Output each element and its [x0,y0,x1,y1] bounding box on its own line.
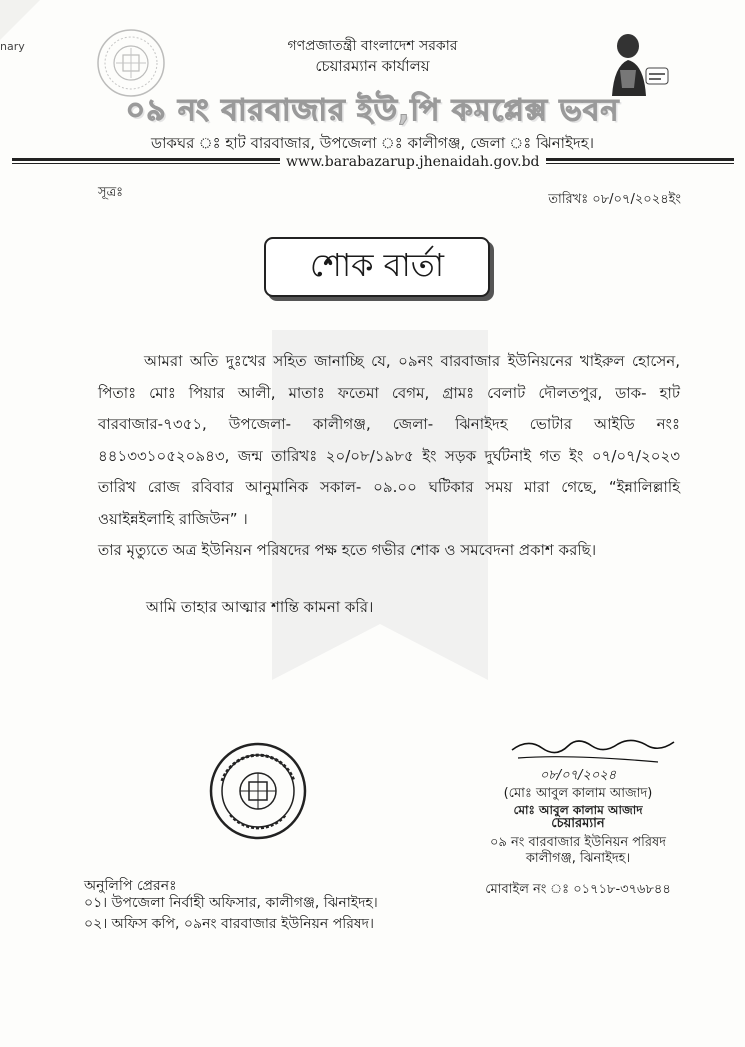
handwritten-signature-date: ০৮/০৭/২০২৪ [539,768,617,783]
condolence-paragraph: আমরা অতি দুঃখের সহিত জানাচ্ছি যে, ০৯নং বারবাজার ইউনিয়নের খাইরুল হোসেন, পিতাঃ মোঃ পিয়ার আলী, মাতাঃ ফতেমা বেগম, গ্রামঃ বেলাট দৌলতপুর, ডাক- হাট বারবাজার-৭৩৫১, উপজেলা- কালীগঞ্জ, জেলা- ঝিনাইদহ ভোটার আইডি নংঃ ৪৪১৩৩১০৫২০৯৪৩, জন্ম তারিখঃ ২০/০৮/১৯৮৫ ইং সড়ক দুর্ঘটনাই গত ইং ০৭/০৭/২০২৩ তারিখ রোজ রবিবার আনুমানিক সকাল- ০৯.০০ ঘটিকার সময় মারা গেছে, “ইন্নালিল্লাহি ওয়াইন্নইলাহি রাজিউন” । [98,352,680,528]
copy-distribution-list [84,893,378,935]
condolence-closing-line: তার মৃত্যুতে অত্র ইউনিয়ন পরিষদের পক্ষ হতে গভীর শোক ও সমবেদনা প্রকাশ করছি। [98,541,597,559]
signatory-mobile: মোবাইল নং ঃ ০১৭১৮-৩৭৬৮৪৪ [485,882,671,897]
stamp-signatory-name: মোঃ আবুল কালাম আজাদ [513,803,643,817]
union-parishad-seal-icon [208,741,308,841]
list-item: ০২। অফিস কপি, ০৯নং বারবাজার ইউনিয়ন পরিষদ। [84,916,374,932]
signatory-name: (মোঃ আবুল কালাম আজাদ) [503,786,653,801]
signatory-union: ০৯ নং বারবাজার ইউনিয়ন পরিষদ [490,835,666,850]
complex-name-banner: ০৯ নং বারবাজার ইউ,পি কমপ্লেক্স ভবন [125,93,620,128]
website-link[interactable]: www.barabazarup.jhenaidah.gov.bd [280,154,546,170]
copy-distribution-heading: অনুলিপি প্রেরনঃ [84,878,177,894]
document-title: শোক বার্তা [264,237,490,297]
document-date: তারিখঃ ০৮/০৭/২০২৪ইং [548,192,681,207]
list-item: ০১। উপজেলা নির্বাহী অফিসার, কালীগঞ্জ, ঝিনাইদহ। [84,895,378,911]
condolence-body [98,346,680,567]
address-line: ডাকঘর ঃ হাট বারবাজার, উপজেলা ঃ কালীগঞ্জ, জেলা ঃ ঝিনাইদহ। [151,134,594,152]
stamp-signatory-title: চেয়ারম্যান [551,816,605,831]
signatory-location: কালীগঞ্জ, ঝিনাইদহ। [525,851,631,866]
prayer-line: আমি তাহার আত্মার শান্তি কামনা করি। [146,598,374,616]
government-line: গণপ্রজাতন্ত্রী বাংলাদেশ সরকার [287,38,458,54]
reference-label: সূত্রঃ [98,185,124,200]
office-line: চেয়ারম্যান কার্যালয় [315,57,430,75]
edge-text: nary [0,40,25,53]
